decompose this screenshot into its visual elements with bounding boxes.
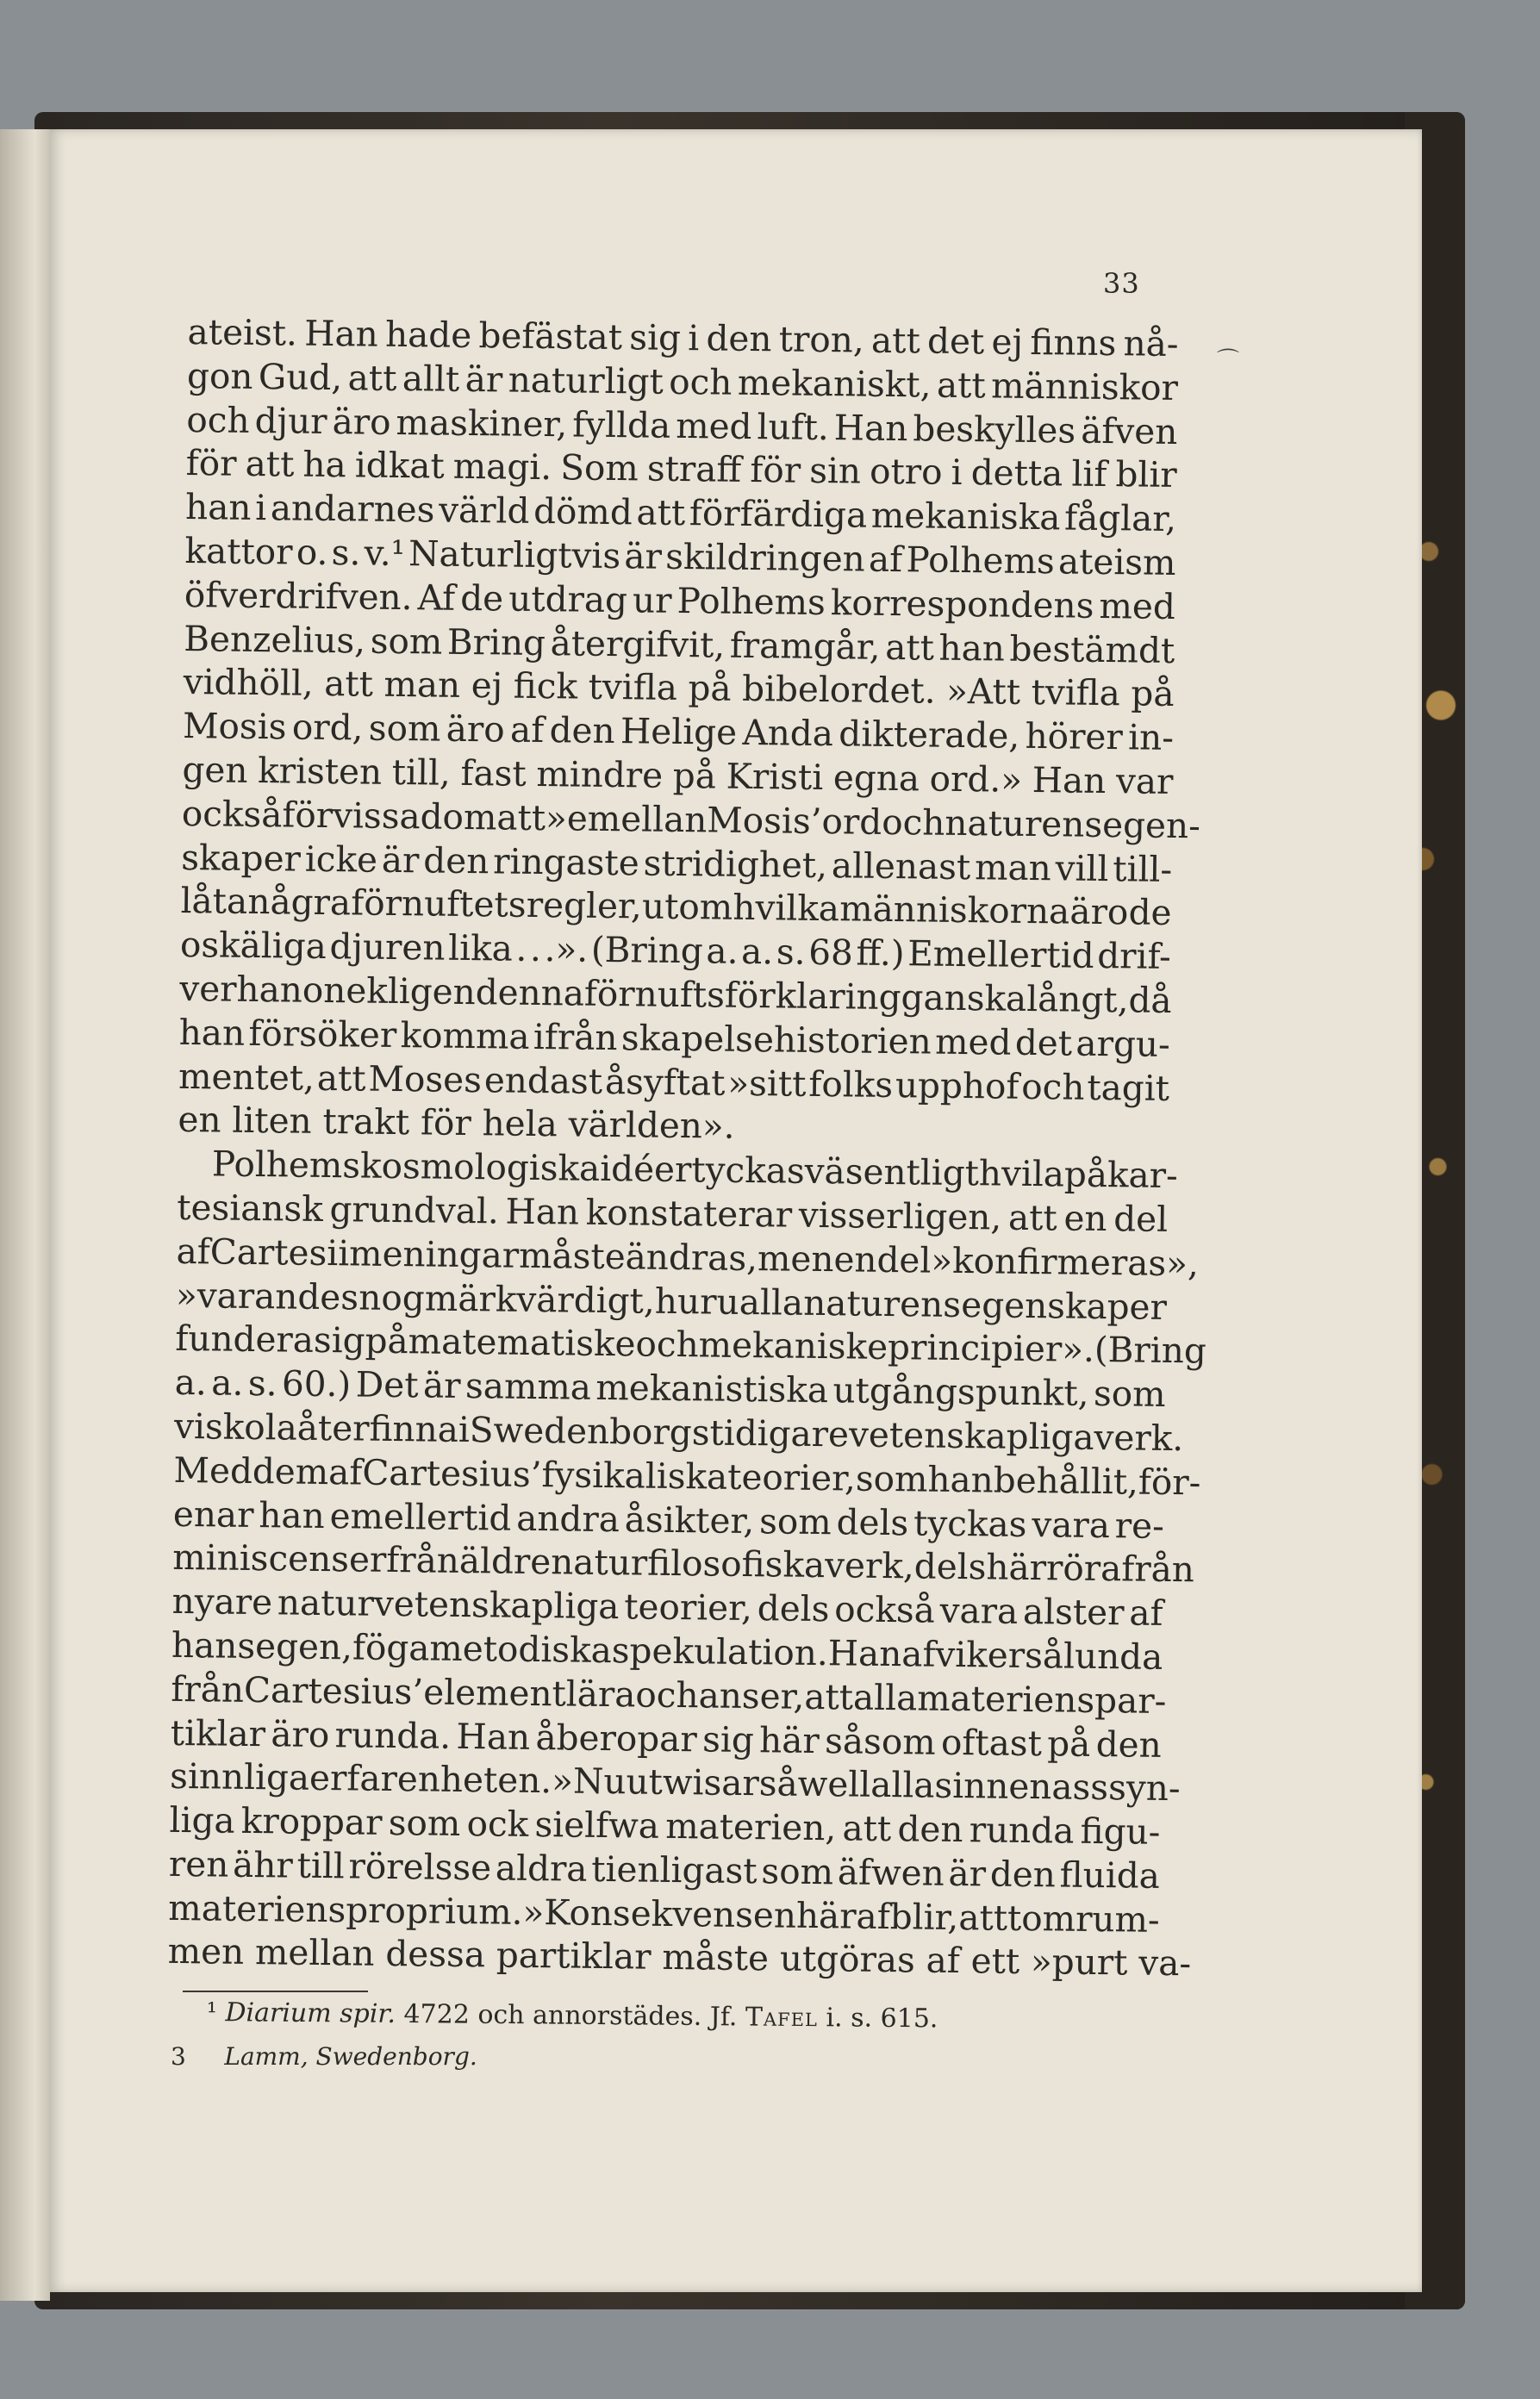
text-line: nyare naturvetenskapliga teorier, dels också vara alster af <box>171 1580 1163 1635</box>
text-line: materiens proprium.» Konsekvensen häraf blir, att tomrum- <box>168 1886 1160 1941</box>
text-line: också förvissad om att »emellan Mosis’ ord och naturens egen- <box>181 792 1201 847</box>
text-line: Benzelius, som Bring återgifvit, framgår, att han bestämdt <box>184 617 1175 671</box>
text-line: mentet, att Moses endast åsyftat »sitt folks upphof och tagit <box>178 1055 1170 1109</box>
body-text <box>167 310 1207 1985</box>
text-line: miniscenser från äldre naturfilosofiska verk, dels härröra från <box>172 1536 1195 1591</box>
footnote-small-caps: Tafel <box>745 2002 819 2034</box>
text-line: gon Gud, att allt är naturligt och mekaniskt, att människor <box>186 354 1179 408</box>
text-line: för att ha idkat magi. Som straff för sin otro i detta lif blir <box>185 442 1178 496</box>
text-line: hans egen, föga metodiska spekulation. Han afviker sålunda <box>171 1623 1163 1678</box>
footnote-marker: ¹ <box>206 1997 218 2028</box>
text-line: sinnliga erfarenheten. »Nu utwisar så well alla sinnenass syn- <box>169 1755 1181 1810</box>
text-line: låta några förnuftets regler, utom hvilka människorna äro de <box>180 880 1172 934</box>
signature-number: 3 <box>171 2042 186 2071</box>
left-page-edge <box>0 129 50 2301</box>
text-line: oskäliga djuren lika . . .». (Bring a. a. s. 68 ff.) Emellertid drif- <box>179 924 1172 978</box>
text-line: vi skola återfinna i Swedenborgs tidigare vetenskapliga verk. <box>173 1405 1184 1460</box>
text-line: a. a. s. 60.) Det är samma mekanistiska utgångspunkt, som <box>174 1362 1166 1416</box>
signature-text: Lamm, Swedenborg. <box>224 2042 477 2071</box>
page-number: 33 <box>1103 267 1140 300</box>
text-line: af Cartesii meningar måste ändras, men en del »konfirmeras», <box>176 1230 1200 1285</box>
text-line: Polhems kosmologiska idéer tyckas väsentligt hvila på kar- <box>211 1143 1179 1197</box>
text-line: han i andarnes värld dömd att förfärdiga mekaniska fåglar, <box>184 486 1177 540</box>
text-line: men mellan dessa partiklar måste utgöras af ett »purt va- <box>167 1930 1192 1985</box>
text-line: vidhöll, att man ej fick tvifla på bibelordet. »Att tvifla på <box>183 661 1175 715</box>
text-line: ateist. Han hade befästat sig i den tron, att det ej finns nå- <box>187 310 1179 365</box>
text-line: han försöker komma ifrån skapelsehistorien med det argu- <box>178 1011 1170 1065</box>
text-line: enar han emellertid andra åsikter, som dels tyckas vara re- <box>172 1492 1165 1547</box>
text-line: »varandes nog märkvärdigt, huru alla naturens egenskaper <box>175 1274 1168 1328</box>
text-line: ren ähr till rörelsse aldra tienligast som äfwen är den fluida <box>168 1842 1161 1897</box>
pencil-mark: ⌒ <box>1217 348 1240 374</box>
text-line: gen kristen till, fast mindre på Kristi egna ord.» Han var <box>182 748 1174 802</box>
text-line: liga kroppar som ock sielfwa materien, att den runda figu- <box>169 1798 1161 1854</box>
text-line: fundera sig på matematiske och mekaniske principier». (Bring <box>175 1318 1207 1372</box>
signature-line <box>171 2042 477 2071</box>
text-line: ver han onekligen denna förnuftsförklaring ganska långt, då <box>179 967 1172 1021</box>
footnote-rest: i. s. 615. <box>817 2003 938 2034</box>
text-line: tesiansk grundval. Han konstaterar visserligen, att en del <box>176 1186 1169 1240</box>
footnote-rule <box>183 1991 368 1992</box>
footnote-text: 4722 och annorstädes. Jf. <box>395 1998 746 2033</box>
footnote-italic: Diarium spir. <box>225 1997 396 2029</box>
text-line: kattor o. s. v.¹ Naturligtvis är skildringen af Polhems ateism <box>184 529 1176 584</box>
text-line: och djur äro maskiner, fyllda med luft. Han beskylles äfven <box>186 398 1178 452</box>
text-line: Med dem af Cartesius’ fysikaliska teorier, som han behållit, för- <box>173 1449 1201 1504</box>
text-line: en liten trakt för hela världen». <box>178 1099 735 1148</box>
footnote <box>207 1997 938 2034</box>
text-line: från Cartesius’ elementlära och anser, att alla materiens par- <box>171 1667 1167 1722</box>
text-line: Mosis ord, som äro af den Helige Anda dikterade, hörer in- <box>182 705 1175 759</box>
text-line: tiklar äro runda. Han åberopar sig här såsom oftast på den <box>170 1711 1163 1766</box>
text-line: skaper icke är den ringaste stridighet, allenast man vill till- <box>180 836 1173 890</box>
text-line: öfverdrifven. Af de utdrag ur Polhems korrespondens med <box>184 573 1176 627</box>
